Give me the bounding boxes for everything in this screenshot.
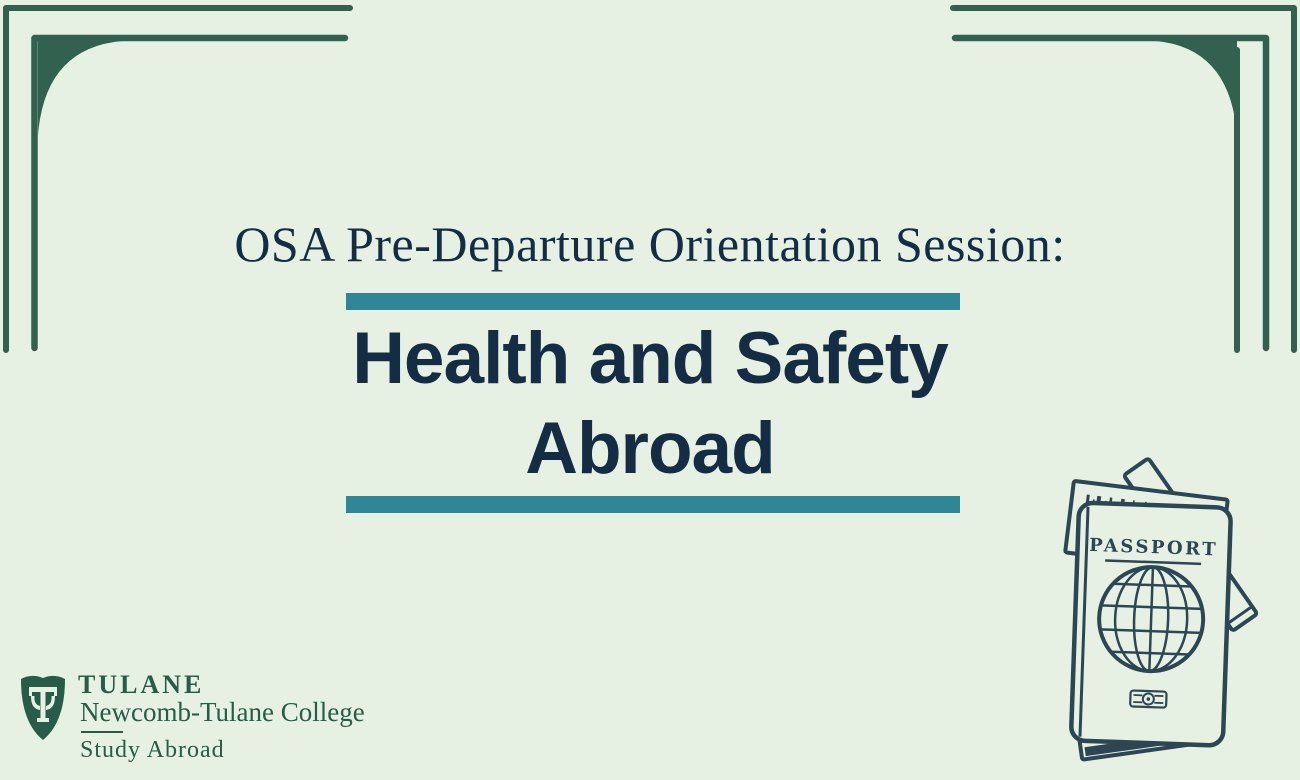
corner-ornament-top-right-icon [953, 8, 1294, 350]
passport-cover [1071, 503, 1231, 746]
corner-wedge [38, 41, 122, 135]
slide-kicker: OSA Pre-Departure Orientation Session: [234, 216, 1066, 272]
title-rule-top [346, 293, 960, 310]
corner-wedge [1156, 41, 1237, 135]
corner-ornament-top-left-icon [6, 8, 350, 350]
inner-line [955, 38, 1266, 348]
outer-line [6, 8, 350, 350]
passport-label: PASSPORT [1088, 534, 1219, 561]
title-rule-bottom [346, 496, 960, 513]
slide-title-line-1: Health and Safety [352, 318, 948, 399]
logo-department-name: Study Abroad [80, 737, 225, 763]
slide-title-line-2: Abroad [525, 408, 775, 489]
logo-college-name: Newcomb-Tulane College [80, 697, 365, 727]
inner-line [35, 38, 346, 348]
outer-line [953, 8, 1294, 350]
passport-illustration-icon [1048, 443, 1268, 763]
logo-divider-rule [81, 731, 123, 733]
tulane-shield-icon [20, 673, 66, 743]
logo-wordmark: TULANE [78, 670, 205, 699]
